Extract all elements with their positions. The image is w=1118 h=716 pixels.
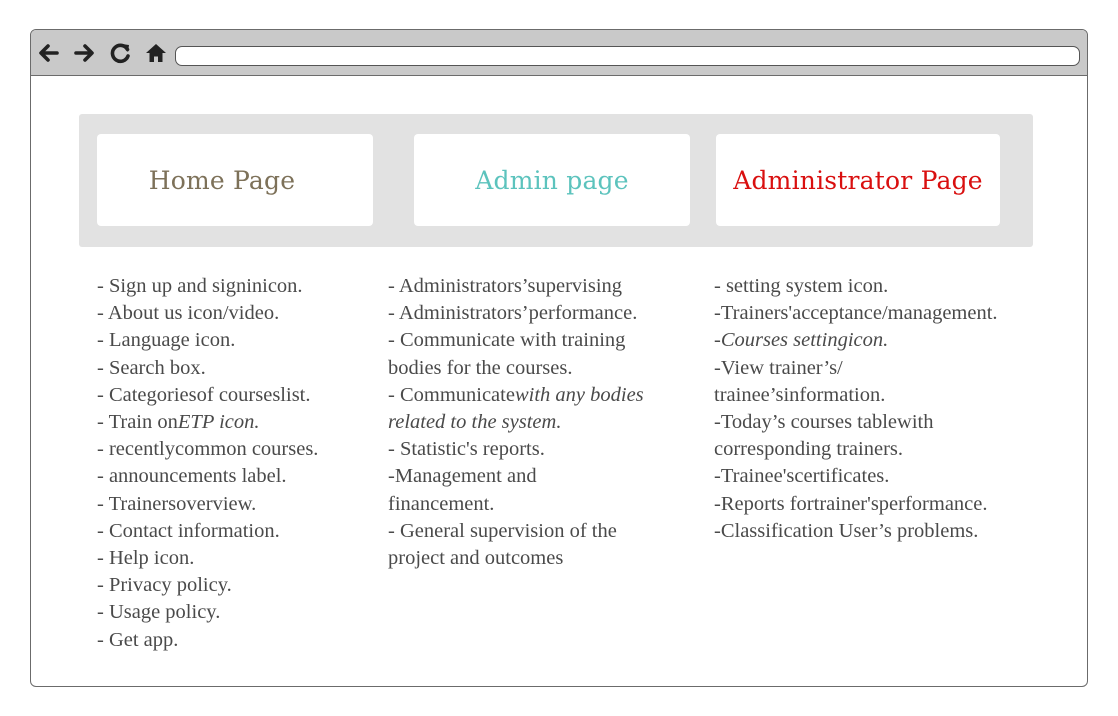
list-item: -Courses settingicon.: [714, 329, 889, 352]
list-item: - General supervision of the: [388, 519, 617, 542]
list-item: - Get app.: [97, 628, 179, 651]
list-item: -Trainers'acceptance/management.: [714, 302, 998, 325]
home-page-card[interactable]: [97, 134, 373, 226]
administrator-page-card[interactable]: [716, 134, 1000, 226]
home-icon[interactable]: [143, 41, 169, 65]
home-page-title: Home Page: [148, 165, 296, 195]
list-item: - Contact information.: [97, 519, 280, 542]
list-item: [97, 409, 318, 436]
list-item: -Management and: [388, 465, 537, 488]
list-item: -Classification User’s problems.: [714, 519, 979, 542]
admin-page-features: [388, 273, 644, 572]
reload-icon[interactable]: [108, 41, 134, 65]
admin-page-card[interactable]: [414, 134, 690, 226]
list-item: financement.: [388, 492, 495, 515]
list-item: - Administrators’performance.: [388, 302, 638, 325]
admin-page-title: Admin page: [475, 165, 629, 195]
home-page-features: [97, 273, 318, 654]
list-item: -Trainee'scertificates.: [714, 465, 890, 488]
list-item: bodies for the courses.: [388, 356, 573, 379]
list-item: corresponding trainers.: [714, 438, 903, 461]
list-item: - Privacy policy.: [97, 574, 232, 597]
list-item: - Categoriesof courseslist.: [97, 383, 311, 406]
list-item: trainee’sinformation.: [714, 383, 886, 406]
arrow-left-icon[interactable]: [35, 41, 61, 65]
administrator-page-title: Administrator Page: [733, 165, 983, 195]
list-item: - Sign up and signinicon.: [97, 275, 303, 297]
list-item: -Today’s courses tablewith: [714, 411, 934, 434]
list-item-text: - Communicate: [388, 383, 515, 406]
list-item: - Administrators’supervising: [388, 275, 623, 297]
list-item: - Search box.: [97, 356, 206, 379]
list-item: - Help icon.: [97, 547, 195, 570]
list-item: related to the system.: [388, 411, 562, 434]
list-item: - Usage policy.: [97, 601, 221, 624]
list-item: - Statistic's reports.: [388, 438, 545, 461]
list-item: - announcements label.: [97, 465, 287, 488]
list-item-italic: ETP icon.: [177, 411, 260, 434]
browser-toolbar: [31, 30, 1087, 76]
list-item: - Language icon.: [97, 329, 236, 352]
page-tabs-panel: [79, 114, 1033, 247]
arrow-right-icon[interactable]: [72, 41, 98, 65]
list-item: -View trainer’s/: [714, 356, 843, 379]
list-item-text: - Train on: [97, 411, 178, 434]
list-item: - recentlycommon courses.: [97, 438, 319, 461]
list-item: [388, 382, 644, 409]
list-item-italic: with any bodies: [514, 383, 644, 406]
list-item: - setting system icon.: [714, 275, 889, 297]
list-item: - About us icon/video.: [97, 302, 280, 325]
browser-window: [30, 29, 1088, 687]
list-item: - Communicate with training: [388, 329, 626, 352]
list-item: - Trainersoverview.: [97, 492, 257, 515]
list-item: project and outcomes: [388, 547, 564, 570]
url-bar[interactable]: [175, 46, 1080, 66]
administrator-page-features: [714, 273, 998, 545]
list-item: -Reports fortrainer'sperformance.: [714, 492, 988, 515]
